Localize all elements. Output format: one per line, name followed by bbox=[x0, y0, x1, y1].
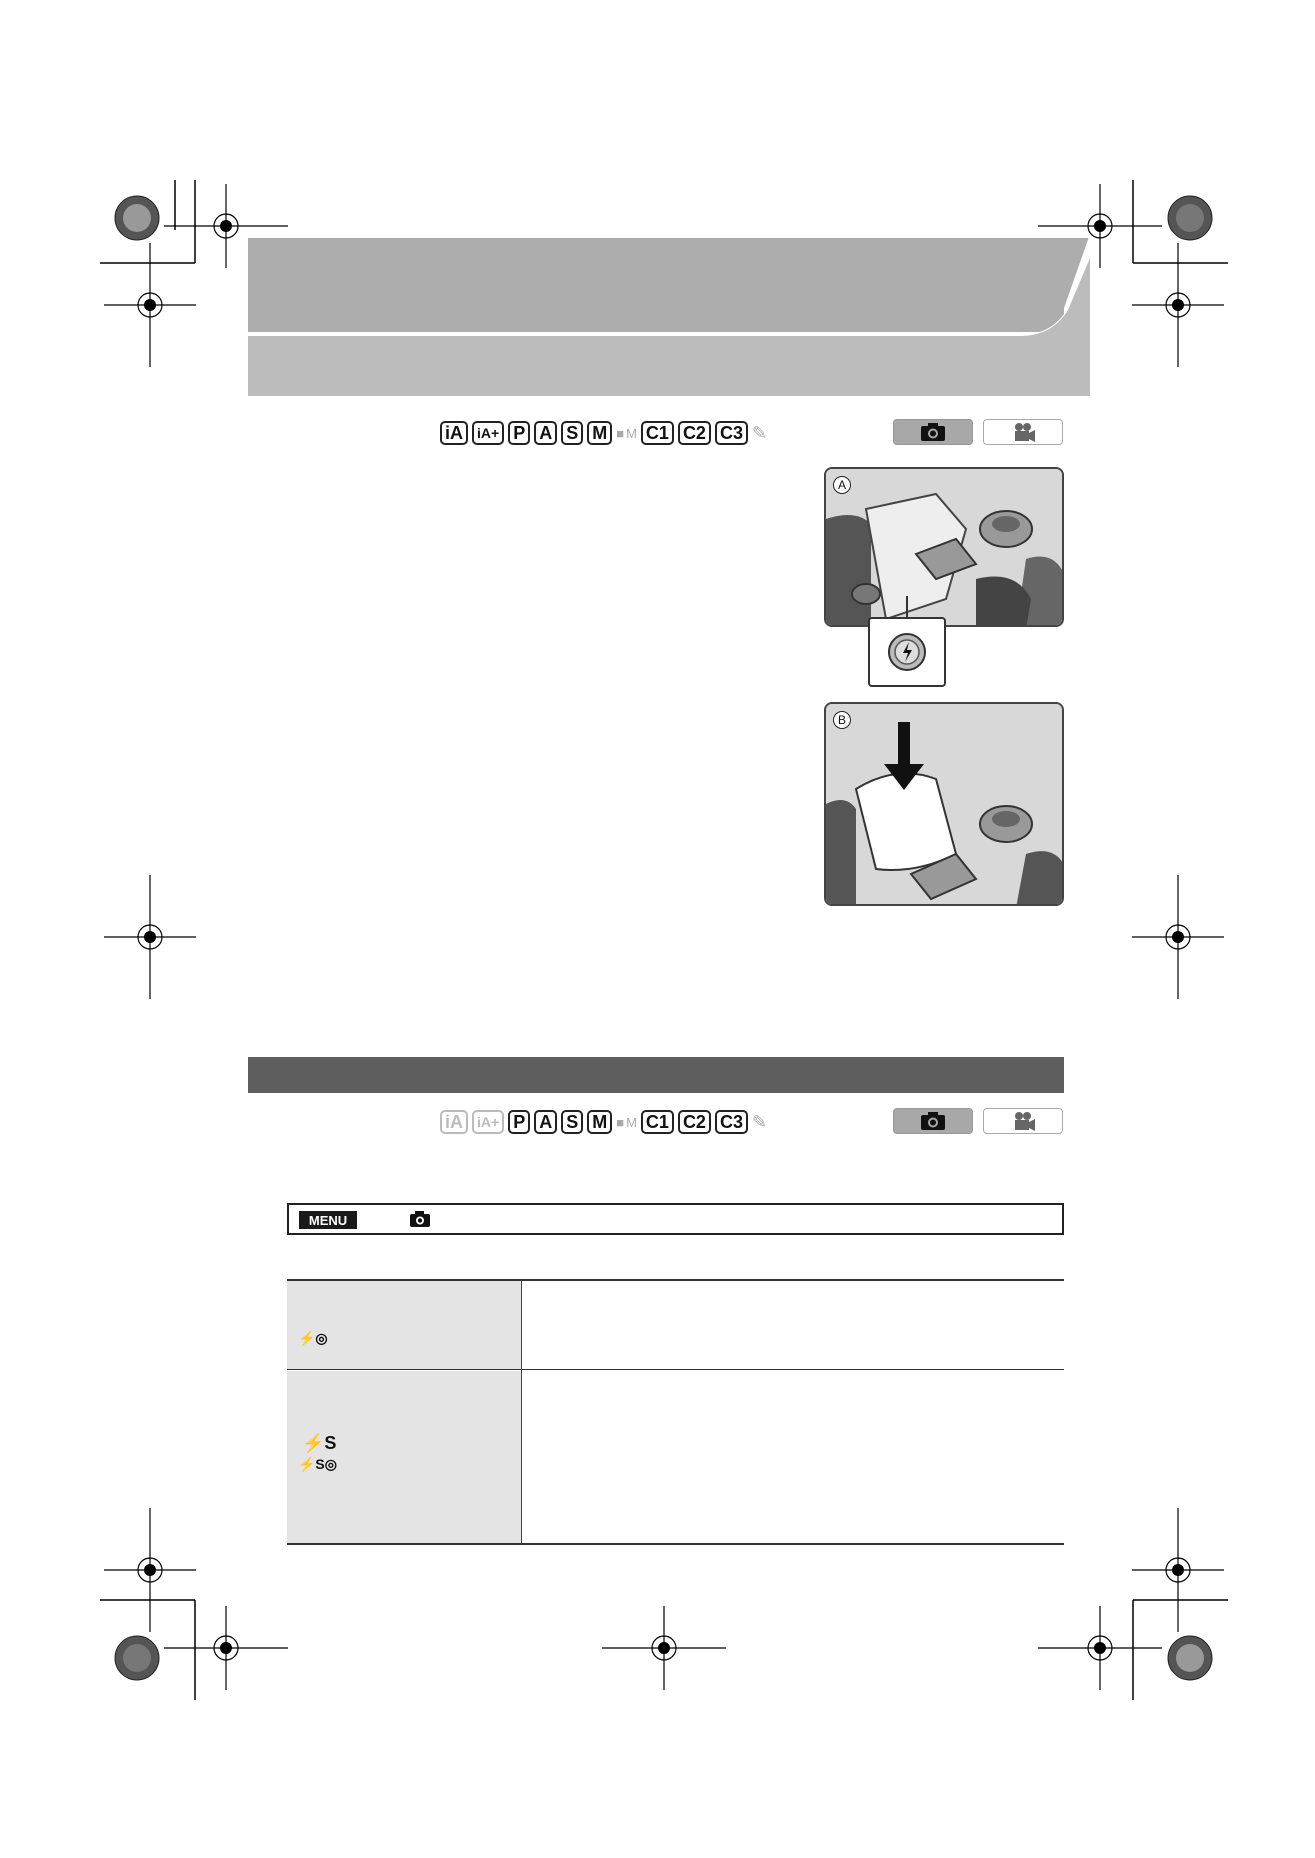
mode-c2: C2 bbox=[678, 1110, 711, 1134]
video-tab bbox=[983, 1108, 1063, 1134]
photo-tab bbox=[893, 1108, 973, 1134]
camera-flash-closing-illustration bbox=[826, 704, 1064, 906]
mode-c1: C1 bbox=[641, 1110, 674, 1134]
slow-sync-red-eye-symbol: ⚡S◎ bbox=[298, 1456, 337, 1472]
red-eye-flash-symbol: ⚡◎ bbox=[298, 1330, 328, 1346]
header-subband bbox=[248, 336, 1064, 396]
mode-c1: C1 bbox=[641, 421, 674, 445]
flash-icon bbox=[870, 619, 944, 685]
camera-top-illustration bbox=[826, 469, 1064, 627]
slow-sync-symbol: ⚡S bbox=[302, 1433, 337, 1453]
movie-camera-icon bbox=[1010, 421, 1036, 443]
table-top-rule bbox=[287, 1279, 1064, 1281]
mode-c3: C3 bbox=[715, 1110, 748, 1134]
mode-ia-plus: iA+ bbox=[472, 421, 504, 445]
callout-line bbox=[906, 596, 908, 618]
scene-guide-icon: ✎ bbox=[751, 422, 768, 443]
movie-camera-icon: ■ bbox=[616, 425, 625, 441]
mode-c3: C3 bbox=[715, 421, 748, 445]
menu-path bbox=[287, 1203, 1064, 1235]
figure-b bbox=[824, 702, 1064, 906]
table-column-divider bbox=[521, 1281, 522, 1543]
mode-s: S bbox=[561, 421, 583, 445]
mode-ia-disabled: iA bbox=[440, 1110, 468, 1134]
mode-a: A bbox=[534, 1110, 557, 1134]
scene-guide-icon: ✎ bbox=[751, 1111, 768, 1132]
menu-badge: MENU bbox=[299, 1211, 357, 1229]
mode-p: P bbox=[508, 1110, 530, 1134]
mode-row-2 bbox=[440, 1107, 767, 1137]
table-row-divider bbox=[287, 1369, 1064, 1370]
photo-tab bbox=[893, 419, 973, 445]
mode-c2: C2 bbox=[678, 421, 711, 445]
mode-a: A bbox=[534, 421, 557, 445]
camera-icon bbox=[920, 422, 946, 442]
mode-p: P bbox=[508, 421, 530, 445]
mode-s: S bbox=[561, 1110, 583, 1134]
section-header-bar bbox=[248, 1057, 1064, 1093]
table-row-1-label-cell bbox=[287, 1281, 521, 1369]
mode-ia: iA bbox=[440, 421, 468, 445]
figure-a bbox=[824, 467, 1064, 627]
figure-b-label: B bbox=[833, 711, 851, 729]
creative-video-mode bbox=[616, 1115, 637, 1130]
creative-video-label: M bbox=[626, 1114, 637, 1130]
creative-video-label: M bbox=[626, 425, 637, 441]
mode-m: M bbox=[587, 421, 612, 445]
figure-a-label: A bbox=[833, 476, 851, 494]
header-band bbox=[248, 238, 1064, 332]
flash-button-callout bbox=[868, 617, 946, 687]
mode-row-1 bbox=[440, 418, 767, 448]
video-tab bbox=[983, 419, 1063, 445]
camera-icon bbox=[409, 1210, 431, 1228]
creative-video-mode bbox=[616, 426, 637, 441]
table-bottom-rule bbox=[287, 1543, 1064, 1545]
mode-m: M bbox=[587, 1110, 612, 1134]
camera-icon bbox=[920, 1111, 946, 1131]
movie-camera-icon: ■ bbox=[616, 1114, 625, 1130]
movie-camera-icon bbox=[1010, 1110, 1036, 1132]
mode-ia-plus-disabled: iA+ bbox=[472, 1110, 504, 1134]
